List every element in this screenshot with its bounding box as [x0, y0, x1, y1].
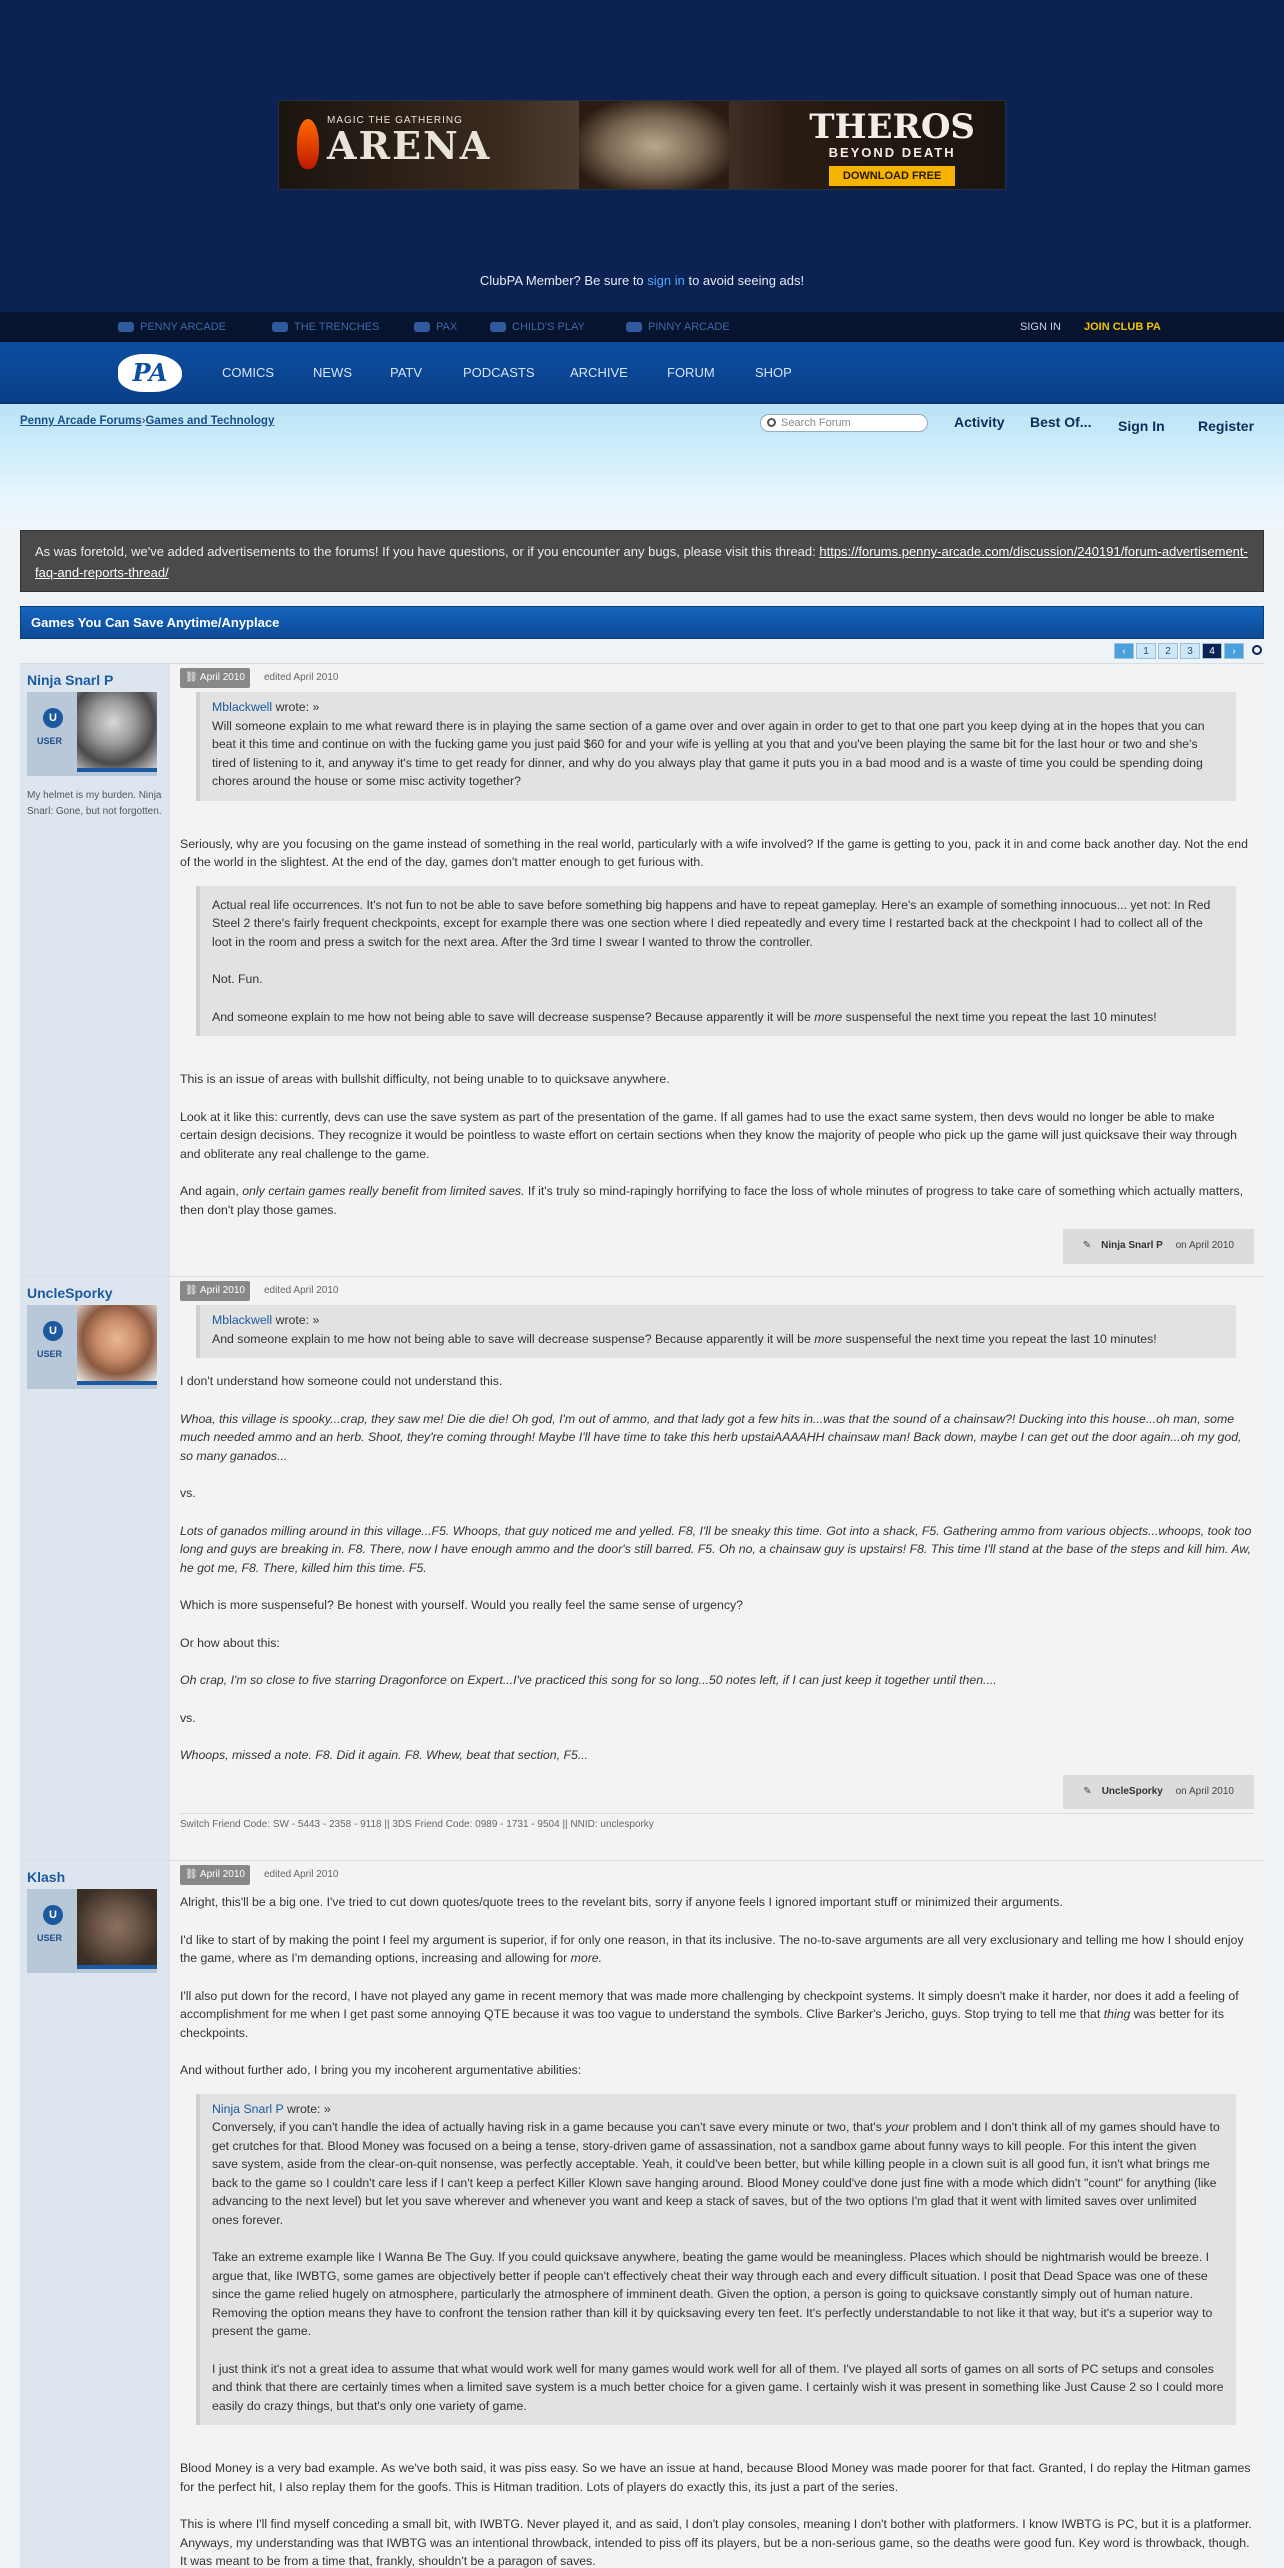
- user-badge-icon: U: [43, 1321, 63, 1341]
- pager-page-1[interactable]: 1: [1136, 643, 1156, 659]
- nav-shop[interactable]: SHOP: [755, 365, 792, 380]
- edited-by-tag: [180, 1775, 1254, 1810]
- breadcrumb: [20, 415, 274, 427]
- emphasis: Lots of ganados milling around in this village...F5. Whoops, that guy noticed me and yelled. F8, I'll be sneaky this time. Got into a shack, F5. Gathering ammo from various objects...whoops, took too long and guys are breaking in. F8. There, now I have enough ammo and the door's still barred. F5. Oh no, a chainsaw guy is upstairs! F8. This time I'll stand at the base of the steps and kill him. Aw, he got me, F8. There, killed him this time. F5.: [180, 1523, 1252, 1575]
- post-body: [170, 664, 1264, 1276]
- topbar-join-club-pa[interactable]: JOIN CLUB PA: [1084, 321, 1161, 333]
- quote-wrote[interactable]: wrote: »: [275, 700, 320, 714]
- topbar-item-the-trenches[interactable]: [272, 321, 379, 333]
- announcement-banner: [20, 530, 1264, 592]
- emphasis: Oh crap, I'm so close to five starring Dragonforce on Expert...I've practiced this song for so long...50 notes left, if I can just keep it together until then....: [180, 1673, 997, 1687]
- quote-text: Will someone explain to me what reward there is in playing the same section of a game over and over again in order to get to that one part you keep dying at in the hopes that you can beat it this time and continue on with the fucking game you just paid $60 for and your wife is yelling at you that and you've been playing the same bit for the last hour or two and she's tired of listening to it, and anyway it's time to get ready for dinner, and why do you always play that game it puts you in a bad mood and is a waste of time you could be spending doing chores around the house or some misc activity together?: [212, 718, 1205, 788]
- text-part: And again,: [180, 1184, 243, 1198]
- quote-block: [196, 692, 1236, 801]
- ad-download-button[interactable]: DOWNLOAD FREE: [829, 166, 955, 186]
- text-part: I'll also put down for the record, I have not played any game in recent memory that was made more challenging by checkpoint systems. It simply doesn't make it harder, nor does it add a feeling of accomplishment for me when I get past some annoying QTE because it was too vague to understand the symbols. Clive Barker's Jericho, guys. Stop trying to tell me that: [180, 1988, 1239, 2021]
- clubpa-text-after: to avoid seeing ads!: [684, 273, 805, 288]
- post-meta: [180, 670, 1254, 686]
- search-placeholder: Search Forum: [781, 417, 851, 429]
- ad-brand-small: MAGIC THE GATHERING: [327, 115, 463, 126]
- clubpa-sign-in-link[interactable]: sign in: [647, 273, 685, 288]
- post-edited: edited April 2010: [263, 1868, 339, 1880]
- quote-text-part: suspenseful the next time you repeat the last 10 minutes!: [842, 1009, 1157, 1024]
- post-paragraph: Look at it like this: currently, devs can use the save system as part of the presentation of the game. If all games had to use the exact same system, then devs would no longer be able to make certain design decisions. They recognize it would be pointless to waste effort on certain sections when they know the majority of people who pick up the game will just quicksave their way through and obliterate any real challenge to the game.: [180, 1109, 1237, 1161]
- post-date: April 2010: [199, 1284, 245, 1296]
- emphasis: only certain games really benefit from limited saves.: [242, 1184, 525, 1198]
- pinny-arcade-icon: [626, 322, 642, 332]
- topbar-label: PENNY ARCADE: [140, 321, 226, 333]
- topbar-label: THE TRENCHES: [294, 321, 380, 333]
- post-paragraph: And without further ado, I bring you my incoherent argumentative abilities:: [180, 2063, 582, 2077]
- edited-on-date: on April 2010: [1166, 1233, 1244, 1260]
- childs-play-icon: [490, 322, 506, 332]
- ad-area: [0, 0, 1284, 312]
- post-paragraph: [180, 1410, 1254, 1466]
- forum-content: [0, 530, 1284, 2568]
- quote-text: [212, 1330, 1224, 1349]
- ad-title-block: [809, 109, 975, 186]
- nav-forum[interactable]: FORUM: [667, 365, 715, 380]
- nav-news[interactable]: NEWS: [313, 365, 352, 380]
- post-paragraph: [180, 1671, 1254, 1690]
- topbar-label: CHILD'S PLAY: [512, 321, 585, 333]
- author-name[interactable]: UncleSporky: [27, 1285, 113, 1301]
- quote-author[interactable]: Mblackwell: [212, 700, 273, 714]
- flame-icon: [297, 119, 319, 169]
- quote-wrote[interactable]: wrote: »: [286, 2101, 331, 2116]
- quote-author[interactable]: Mblackwell: [212, 1313, 273, 1327]
- post-paragraph: [180, 1746, 1254, 1765]
- emphasis: more.: [570, 1951, 603, 1965]
- post-meta: [180, 1283, 1254, 1299]
- user-badge-icon: U: [43, 1905, 63, 1925]
- breadcrumb-forums[interactable]: Penny Arcade Forums: [20, 415, 142, 427]
- post-permalink[interactable]: [180, 1865, 250, 1886]
- post-paragraph: vs.: [180, 1710, 196, 1725]
- user-signature: Switch Friend Code: SW - 5443 - 2358 - 9118 || 3DS Friend Code: 0989 - 1731 - 9504 || NNID: unclesporky: [180, 1813, 1254, 1831]
- topbar-label: PINNY ARCADE: [648, 321, 730, 333]
- register-button[interactable]: Register: [1198, 418, 1255, 434]
- post-date: April 2010: [199, 1868, 245, 1880]
- topbar-item-penny-arcade[interactable]: [118, 321, 226, 333]
- quote-wrote[interactable]: wrote: »: [275, 1313, 320, 1327]
- link-icon: ⛓: [185, 1284, 200, 1296]
- topbar-sign-in[interactable]: SIGN IN: [1020, 321, 1061, 333]
- pencil-icon: ✎: [1073, 1233, 1101, 1260]
- quote-text-part: And someone explain to me how not being able to save will decrease suspense? Because apparently it will be: [212, 1009, 815, 1024]
- best-of-link[interactable]: Best Of...: [1030, 414, 1092, 430]
- post-paragraph: This is an issue of areas with bullshit difficulty, not being unable to to quicksave anywhere.: [180, 1072, 670, 1086]
- pencil-icon: ✎: [1073, 1779, 1101, 1806]
- post-paragraph: [180, 1987, 1254, 2043]
- topbar-item-childs-play[interactable]: [490, 321, 585, 333]
- trenches-icon: [272, 322, 288, 332]
- top-site-bar: [0, 312, 1284, 342]
- quote-emphasis: more: [814, 1331, 843, 1346]
- avatar[interactable]: [77, 1305, 157, 1385]
- ad-brand: [327, 115, 491, 166]
- post-author-panel: [20, 1277, 170, 1860]
- post-permalink[interactable]: [180, 668, 250, 689]
- post-paragraph: [180, 1931, 1254, 1968]
- nav-comics[interactable]: COMICS: [222, 365, 274, 380]
- pager-page-4-current[interactable]: 4: [1202, 643, 1222, 659]
- link-icon: ⛓: [185, 1868, 200, 1880]
- author-card: [27, 1889, 157, 1973]
- post-paragraph: This is where I'll find myself conceding a small bit, with IWBTG. Never played it, and as said, I don't play consoles, meaning I don't bother with platformers. I know IWBTG is PC, but it is a platformer. Anyways, my understanding was that IWBTG was an intentional throwback, intended to piss off its players, but be a non-serious game, so the deaths were good fun. Key word is throwback, though. It was meant to be from a time that, frankly, shouldn't be a paragon of saves.: [180, 2517, 1252, 2568]
- avatar[interactable]: [77, 692, 157, 772]
- announcement-link[interactable]: https://forums.penny-arcade.com/discussion/240191/forum-advertisement-faq-and-reports-thread/: [35, 544, 1248, 580]
- nav-patv[interactable]: PATV: [390, 365, 423, 380]
- ad-subtitle: BEYOND DEATH: [828, 145, 956, 160]
- topbar-item-pinny-arcade[interactable]: [626, 321, 730, 333]
- author-card: [27, 692, 157, 776]
- post-paragraph: Alright, this'll be a big one. I've tried to cut down quotes/quote trees to the revelant bits, sorry if anyone feels I ignored important stuff or minimized their arguments.: [180, 1895, 1063, 1909]
- search-icon[interactable]: [1252, 645, 1262, 655]
- quote-text: Take an extreme example like I Wanna Be The Guy. If you could quicksave anywhere, beating the game would be meaningless. Places which should be nightmarish would be breeze. I argue that, like IWBTG, some games are objectively better if people can't effectively cheat their way through each and every difficult situation. I posit that Dead Space was one of these since the game relied hugely on atmosphere, particularly the atmosphere of imminent death. Given the option, a person is going to quicksave constantly simply out of human nature. Removing the option means they have to confront the tension rather than kill it by quicksaving every ten feet. It's perfectly understandable to not like it that way, but it's a superior way to present the game.: [212, 2250, 1213, 2338]
- edited-by-name[interactable]: UncleSporky: [1101, 1785, 1163, 1797]
- breadcrumb-separator: ›: [141, 415, 146, 427]
- author-role: USER: [37, 736, 63, 746]
- forum-header-bar: [0, 404, 1284, 454]
- ad-title: THEROS: [809, 107, 975, 147]
- post-body: [170, 1861, 1264, 2568]
- main-nav: [0, 342, 1284, 404]
- forum-post: [20, 663, 1264, 1276]
- quote-block: [196, 1305, 1236, 1358]
- post-date: April 2010: [199, 671, 245, 683]
- search-icon: [767, 418, 776, 427]
- topbar-label: PAX: [436, 321, 458, 333]
- author-role: USER: [37, 1349, 63, 1359]
- pax-icon: [414, 322, 430, 332]
- post-paragraph: Seriously, why are you focusing on the game instead of something in the real world, particularly with a wife involved? If the game is getting to you, pack it in and come back another day. Not the end of the world in the slightest. At the end of the day, games don't matter enough to get furious with.: [180, 836, 1248, 869]
- discussion-title: Games You Can Save Anytime/Anyplace: [20, 606, 1264, 639]
- quote-text-part: Conversely, if you can't handle the idea of actually having risk in a game because you can't save every minute or two, that's: [212, 2120, 886, 2134]
- quote-text-part: suspenseful the next time you repeat the last 10 minutes!: [842, 1331, 1157, 1346]
- quote-block: [196, 886, 1236, 1037]
- clubpa-note: [0, 273, 1284, 288]
- pager-row: [20, 639, 1264, 663]
- text-part: was better for its checkpoints.: [180, 2007, 1225, 2040]
- post-meta: [180, 1867, 1254, 1883]
- text-part: If it's truly so mind-rapingly horrifying to face the loss of whole minutes of progress to take care of something which actually matters, then don't play those games.: [180, 1184, 1244, 1217]
- post-paragraph: vs.: [180, 1486, 196, 1500]
- quote-text: [212, 1008, 1224, 1027]
- topbar-item-pax[interactable]: [414, 321, 457, 333]
- pager-page-2[interactable]: 2: [1158, 643, 1178, 659]
- quote-emphasis: more: [814, 1009, 843, 1024]
- author-role: USER: [37, 1933, 63, 1943]
- announcement-text: As was foretold, we've added advertisements to the forums! If you have questions, or if you encounter any bugs, please visit this thread:: [35, 544, 820, 559]
- pa-logo[interactable]: PA: [118, 354, 182, 392]
- search-input[interactable]: [760, 414, 928, 432]
- user-badge-icon: U: [43, 708, 63, 728]
- emphasis: Whoa, this village is spooky...crap, they saw me! Die die die! Oh god, I'm out of ammo, and that lady got a few hits in...was that the sound of a chainsaw?! Ducking into this house...oh man, some much needed ammo and an herb. Shoot, they're coming through! Maybe I'll have time to take this herb upstaiAAAAHH chainsaw man! Back down, maybe I can get out the door again...oh my god, so many ganados...: [180, 1411, 1242, 1463]
- clubpa-text-before: ClubPA Member? Be sure to: [479, 273, 648, 288]
- quote-text: I just think it's not a great idea to assume that what would work well for many games would work well for all of them. I've played all sorts of games on all sorts of PC setups and consoles and think that there are certainly times when a limited save system is a much better choice for a given game. I certainly wish it was present in something like Just Cause 2 so I could more easily do crazy things, but that's only one variety of game.: [212, 2361, 1224, 2413]
- post-paragraph: Which is more suspenseful? Be honest with yourself. Would you really feel the same sense of urgency?: [180, 1598, 743, 1612]
- post-author-panel: [20, 1861, 170, 2568]
- sign-in-button[interactable]: Sign In: [1118, 418, 1165, 434]
- quote-text: [212, 2118, 1224, 2229]
- post-author-panel: [20, 664, 170, 1276]
- edited-by-name[interactable]: Ninja Snarl P: [1101, 1240, 1163, 1251]
- edited-on-date: on April 2010: [1166, 1779, 1244, 1806]
- forum-post: [20, 1276, 1264, 1860]
- nav-podcasts[interactable]: PODCASTS: [463, 365, 535, 380]
- pager-next[interactable]: ›: [1224, 643, 1244, 659]
- pager-prev[interactable]: ‹: [1114, 643, 1134, 659]
- header-gradient-band: [0, 454, 1284, 530]
- author-name[interactable]: Ninja Snarl P: [27, 672, 114, 688]
- activity-link[interactable]: Activity: [954, 414, 1005, 430]
- emphasis: Whoops, missed a note. F8. Did it again. F8. Whew, beat that section, F5...: [180, 1748, 589, 1762]
- post-paragraph: Or how about this:: [180, 1635, 280, 1650]
- pagination: [1114, 643, 1244, 659]
- post-paragraph: [180, 1182, 1254, 1219]
- nav-archive[interactable]: ARCHIVE: [570, 365, 628, 380]
- avatar[interactable]: [77, 1889, 157, 1969]
- quote-emphasis: your: [885, 2120, 910, 2134]
- forum-post: [20, 1860, 1264, 2568]
- post-permalink[interactable]: [180, 1281, 250, 1302]
- link-icon: ⛓: [185, 671, 200, 683]
- pager-page-3[interactable]: 3: [1180, 643, 1200, 659]
- ad-artwork: [579, 101, 729, 190]
- quote-text-part: And someone explain to me how not being able to save will decrease suspense? Because apparently it will be: [212, 1331, 815, 1346]
- ad-banner[interactable]: [278, 100, 1006, 190]
- post-body: [170, 1277, 1264, 1860]
- quote-block: [196, 2094, 1236, 2426]
- quote-text: Actual real life occurrences. It's not fun to not be able to save before something big happens and have to repeat gameplay. Here's an example of something innocuous... yet not: In Red Steel 2 there's fairly frequent checkpoints, except for example there was one section where I died repeatedly and every time I restarted back at the checkpoint I had to collect all of the loot in the room and press a switch for the next area. After the 3rd time I swear I wanted to throw the controller.: [212, 897, 1211, 949]
- breadcrumb-games-and-technology[interactable]: Games and Technology: [145, 415, 275, 427]
- author-signature: My helmet is my burden. Ninja Snarl: Gone, but not forgotten.: [27, 790, 162, 817]
- ad-brand-big: ARENA: [327, 123, 492, 168]
- penny-arcade-icon: [118, 322, 134, 332]
- quote-text: Not. Fun.: [212, 972, 263, 986]
- post-paragraph: [180, 1522, 1254, 1578]
- post-edited: edited April 2010: [263, 1284, 339, 1296]
- quote-author[interactable]: Ninja Snarl P: [212, 2101, 284, 2116]
- post-edited: edited April 2010: [263, 671, 339, 683]
- edited-by-tag: [180, 1229, 1254, 1264]
- author-card: [27, 1305, 157, 1389]
- post-paragraph: I don't understand how someone could not understand this.: [180, 1374, 503, 1388]
- quote-text-part: problem and I don't think all of my games should have to get crutches for that. Blood Money was focused on a being a tense, story-driven game of assassination, not a sandbox game about funny ways to kill people. For this intent the given save system, aside from the clear-on-quit nonsense, was perfectly acceptable. Yeah, it could've been better, but while killing people in a clown suit is all good fun, it isn't what brings me back to the game so I couldn't care less if I can't keep a perfect Killer Klown save hanging around. Blood Money could've done just fine with a mode which didn't "count" for anything (like advancing to the next level) but let you save wherever and whenever you want and keep a stack of saves, but of the two options I'm glad that it went with limited saves over unlimited ones forever.: [212, 2120, 1220, 2227]
- author-name[interactable]: Klash: [27, 1869, 66, 1885]
- post-paragraph: Blood Money is a very bad example. As we've both said, it was piss easy. So we have an issue at hand, because Blood Money was made poorer for that fact. Granted, I do replay the Hitman games for the perfect hit, I also replay them for the goofs. This is Hitman tradition. Lots of players do exactly this, its just a part of the series.: [180, 2461, 1251, 2494]
- text-part: I'd like to start of by making the point I feel my argument is superior, if for only one reason, in that its inclusive. The no-to-save arguments are all very exclusionary and telling me how I should enjoy the game, where as I'm demanding options, increasing and allowing for: [180, 1932, 1244, 1965]
- emphasis: thing: [1103, 2007, 1131, 2021]
